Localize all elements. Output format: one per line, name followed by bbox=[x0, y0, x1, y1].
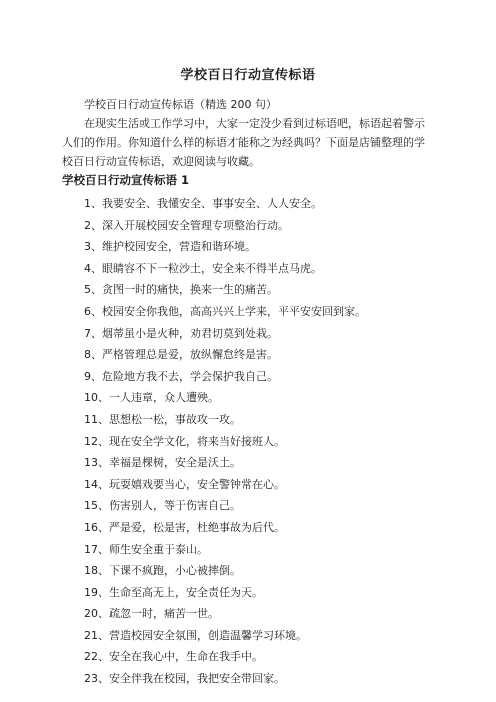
list-item: 19、生命至高无上，安全责任为天。 bbox=[84, 585, 263, 599]
list-item: 18、下课不疯跑，小心被摔倒。 bbox=[84, 564, 241, 578]
list-item: 22、安全在我心中，生命在我手中。 bbox=[84, 650, 263, 664]
section-heading: 学校百日行动宣传标语 1 bbox=[62, 173, 190, 187]
list-item: 4、眼睛容不下一粒沙土，安全来不得半点马虎。 bbox=[84, 261, 322, 275]
list-item: 3、维护校园安全，营造和谐环境。 bbox=[84, 240, 256, 254]
list-item: 7、烟蒂虽小是火种，劝君切莫到处栽。 bbox=[84, 326, 278, 340]
list-item: 15、伤害别人，等于伤害自己。 bbox=[84, 499, 241, 513]
list-item: 17、师生安全重于泰山。 bbox=[84, 542, 208, 556]
list-item: 11、思想松一松，事故攻一攻。 bbox=[84, 412, 241, 426]
list-item: 20、疏忽一时，痛苦一世。 bbox=[84, 607, 219, 621]
list-item: 8、严格管理总是爱，放纵懈怠终是害。 bbox=[84, 348, 278, 362]
slogan-list bbox=[84, 193, 444, 690]
document-subtitle: 学校百日行动宣传标语（精选 200 句） bbox=[84, 98, 277, 111]
list-item: 2、深入开展校园安全管理专项整治行动。 bbox=[84, 218, 289, 232]
list-item: 9、危险地方我不去，学会保护我自己。 bbox=[84, 369, 278, 383]
list-item: 12、现在安全学文化，将来当好接班人。 bbox=[84, 434, 285, 448]
page-title: 学校百日行动宣传标语 bbox=[180, 68, 316, 83]
list-item: 10、一人违章，众人遭殃。 bbox=[84, 391, 219, 405]
list-item: 21、营造校园安全氛围，创造温馨学习环境。 bbox=[84, 628, 307, 642]
list-item: 5、贪图一时的痛快，换来一生的痛苦。 bbox=[84, 283, 278, 297]
intro-block bbox=[62, 95, 434, 171]
list-item: 13、幸福是棵树，安全是沃土。 bbox=[84, 456, 241, 470]
list-item: 23、安全伴我在校园，我把安全带回家。 bbox=[84, 672, 285, 686]
intro-paragraph: 在现实生活或工作学习中，大家一定没少看到过标语吧，标语起着警示人们的作用。你知道什么样的标语才能称之为经典吗？下面是店铺整理的学校百日行动宣传标语，欢迎阅读与收藏。 bbox=[62, 117, 425, 168]
list-item: 16、严是爱，松是害，杜绝事故为后代。 bbox=[84, 520, 285, 534]
list-item: 14、玩耍嬉戏要当心，安全警钟常在心。 bbox=[84, 477, 285, 491]
list-item: 1、我要安全、我懂安全、事事安全、人人安全。 bbox=[84, 197, 322, 210]
list-item: 6、校园安全你我他，高高兴兴上学来，平平安安回到家。 bbox=[84, 304, 366, 318]
